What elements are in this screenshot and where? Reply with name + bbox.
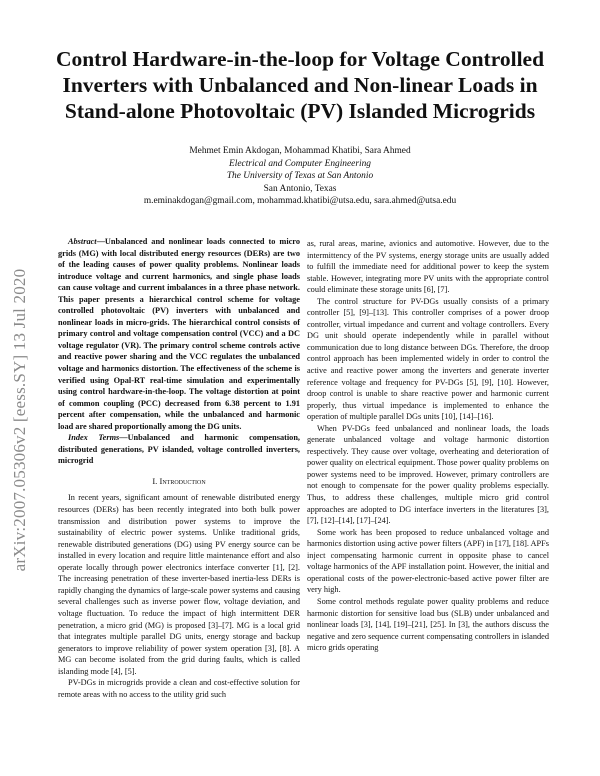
abstract-text: —Unbalanced and nonlinear loads connected to micro grids (MG) with local distributed energy resources (DERs) are two of the leading causes of power quality problems. Nonlinear loads introduce voltage and current harmonics, and single phase loads can cause voltage and current imbalances in a three phase network. This paper presents a hierarchical control scheme for voltage controlled photovoltaic (PV) inverters with unbalanced and nonlinear loads in micro-grids. The hierarchical control consists of primary control and voltage compensation control (VCC) and a DC voltage regulator (VR). The primary control scheme controls active and reactive power sharing and the VCC regulates the unbalanced voltage and harmonics distortion. The effectiveness of the scheme is verified using Opal-RT real-time simulation and experimentally using control hardware-in-the-loop. The voltage distortion at point of common coupling (PCC) decreased from 6.38 percent to 1.91 percent after compensation, while the unbalanced and harmonic load are shared proportionally among the DG units. [58, 237, 300, 431]
right-paragraph-1: The control structure for PV-DGs usually consists of a primary controller [5], [9]–[13]. This controller comprises of a power droop controller, virtual impedance and current and voltage controllers. Every DG unit should operate independently while in parallel without communication due to long distance between DGs. Therefore, the droop control approach has been implemented widely in order to control the active and reactive power among the inverters and generate inverter reference voltage and frequency for PV-DGs [5], [9], [10]. However, droop control is unable to share reactive power and harmonic current properly, thus virtual impedance is implemented to enhance the operation of multiple parallel DGs units [10], [14]–[16]. [307, 296, 549, 422]
author-emails: m.eminakdogan@gmail.com, mohammad.khatibi@utsa.edu, sara.ahmed@utsa.edu [143, 196, 457, 207]
intro-paragraph-2: PV-DGs in microgrids provide a clean and cost-effective solution for remote areas with no access to the utility grid such [58, 678, 300, 699]
section-heading-introduction: I. Introduction [152, 475, 206, 486]
author-university: The University of Texas at San Antonio [226, 171, 374, 182]
arxiv-stamp-text: arXiv:2007.05306v2 [eess.SY] 13 Jul 2020 [10, 268, 29, 572]
author-location: San Antonio, Texas [263, 183, 337, 194]
index-terms-text: —Unbalanced and harmonic compensation, distributed generations, PV islanded, voltage controlled inverters, microgrid [58, 433, 301, 466]
paper-title: Control Hardware-in-the-loop for Voltage Controlled Inverters with Unbalanced and Non-linear Loads in Stand-alone Photovoltaic (PV) Islanded Microgrids [55, 47, 545, 123]
author-department: Electrical and Computer Engineering [229, 158, 371, 169]
author-names: Mehmet Emin Akdogan, Mohammad Khatibi, Sara Ahmed [189, 146, 411, 156]
left-column [58, 236, 300, 700]
right-paragraph-0: as, rural areas, marine, avionics and automotive. However, due to the intermittency of the PV systems, energy storage units are usually added to fulfill the immediate need for additional power to keep the system stable. However, integrating more PV units with the appropriate control could eliminate these storage units [6], [7]. [307, 239, 549, 295]
author-block [0, 145, 600, 208]
arxiv-stamp [0, 240, 40, 600]
index-terms-lead: Index Terms [68, 433, 120, 443]
right-paragraph-2: When PV-DGs feed unbalanced and nonlinear loads, the loads generate unbalanced voltage and voltage harmonic distortion respectively. They cause over voltage, overheating and deterioration of power quality on electrical equipment. Those power quality problems on power systems need to be improved. However, primary controllers are not enough to compensate for the power quality problems especially. Thus, to address these challenges, multiple micro grid control approaches are adopted to DG interface inverters in the literatures [3], [7], [12]–[14], [17]–[24]. [307, 423, 549, 526]
abstract [58, 236, 300, 432]
abstract-lead: Abstract [68, 237, 97, 246]
index-terms [58, 432, 300, 467]
right-paragraph-4: Some control methods regulate power quality problems and reduce harmonic distortion for sensitive load bus (SLB) under unbalanced and nonlinear loads [3], [14], [19]–[21], [25]. In [3], the authors discuss the negative and zero sequence current compensating controllers in islanded micro grids operating [307, 596, 549, 653]
right-paragraph-3: Some work has been proposed to reduce unbalanced voltage and harmonics distortion using active power filters (APF) in [17], [18]. APFs inject compensating harmonic current in opposite phase to cancel voltage harmonics of the APF installation point. However, the initial and operational costs of the power-electronic-based active power filter are very high. [307, 527, 549, 595]
intro-paragraph-1: In recent years, significant amount of renewable distributed energy resources (DERs) has been recently integrated into both bulk power transmission and distribution power systems to improve the sustainability of electric power systems. Unlike traditional grids, renewable distributed generations (DG) using PV energy source can be installed in every location and require little maintenance effort and also operate locally through power electronics interface converter [1], [2]. The increasing penetration of these inverter-based inertia-less DERs is rapidly changing the dynamics of large-scale power systems and causing several challenges such as inverse power flow, voltage deviation, and voltage fluctuation. To reduce the impact of high intermittent DER penetration, a micro grid (MG) is proposed [3]–[7]. MG is a local grid that integrates multiple parallel DG units, energy storage and backup generators to improve reliability of power system operation [3], [8]. A MG can become isolated from the grid during faults, which is called islanding mode [4], [5]. [58, 493, 300, 676]
right-column [307, 238, 549, 654]
